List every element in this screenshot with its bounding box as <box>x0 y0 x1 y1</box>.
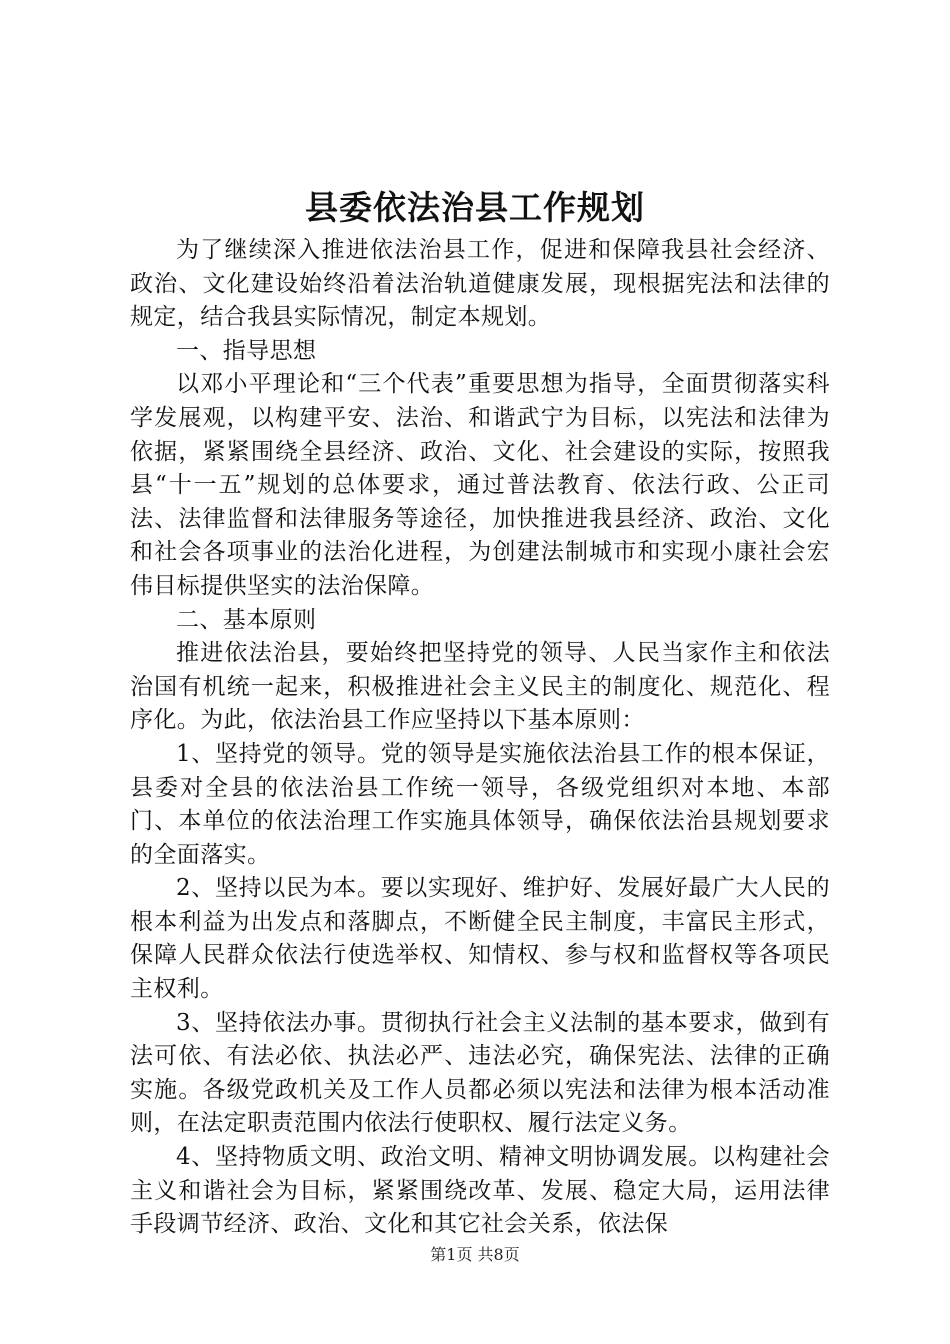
page-footer: 第1页 共8页 <box>430 1245 520 1264</box>
section-heading-guiding-ideology: 一、指导思想 <box>176 337 317 364</box>
intro-paragraph: 为了继续深入推进依法治县工作，促进和保障我县社会经济、政治、文化建设始终沿着法治轨道健康发展，现根据宪法和法律的规定，结合我县实际情况，制定本规划。 <box>130 237 830 331</box>
principle-2-paragraph: 2、坚持以民为本。要以实现好、维护好、发展好最广大人民的根本利益为出发点和落脚点，不断健全民主制度，丰富民主形式，保障人民群众依法行使选举权、知情权、参与权和监督权等各项民主权利。 <box>130 875 830 1003</box>
basic-principles-paragraph: 推进依法治县，要始终把坚持党的领导、人民当家作主和依法治国有机统一起来，积极推进社会主义民主的制度化、规范化、程序化。为此，依法治县工作应坚持以下基本原则： <box>130 640 830 734</box>
document-body <box>130 234 830 1242</box>
page-title: 县委依法治县工作规划 <box>305 188 645 227</box>
principle-3-paragraph: 3、坚持依法办事。贯彻执行社会主义法制的基本要求，做到有法可依、有法必依、执法必严、违法必究，确保宪法、法律的正确实施。各级党政机关及工作人员都必须以宪法和法律为根本活动准则，在法定职责范围内依法行使职权、履行法定义务。 <box>130 1009 830 1137</box>
section-heading-basic-principles: 二、基本原则 <box>176 606 317 633</box>
principle-1-paragraph: 1、坚持党的领导。党的领导是实施依法治县工作的根本保证，县委对全县的依法治县工作统一领导，各级党组织对本地、本部门、本单位的依法治理工作实施具体领导，确保依法治县规划要求的全面落实。 <box>130 740 830 868</box>
principle-4-paragraph: 4、坚持物质文明、政治文明、精神文明协调发展。以构建社会主义和谐社会为目标，紧紧围绕改革、发展、稳定大局，运用法律手段调节经济、政治、文化和其它社会关系，依法保 <box>130 1144 830 1238</box>
guiding-ideology-paragraph: 以邓小平理论和“三个代表”重要思想为指导，全面贯彻落实科学发展观，以构建平安、法治、和谐武宁为目标，以宪法和法律为依据，紧紧围绕全县经济、政治、文化、社会建设的实际，按照我县“十一五”规划的总体要求，通过普法教育、依法行政、公正司法、法律监督和法律服务等途径，加快推进我县经济、政治、文化和社会各项事业的法治化进程，为创建法制城市和实现小康社会宏伟目标提供坚实的法治保障。 <box>130 371 830 599</box>
